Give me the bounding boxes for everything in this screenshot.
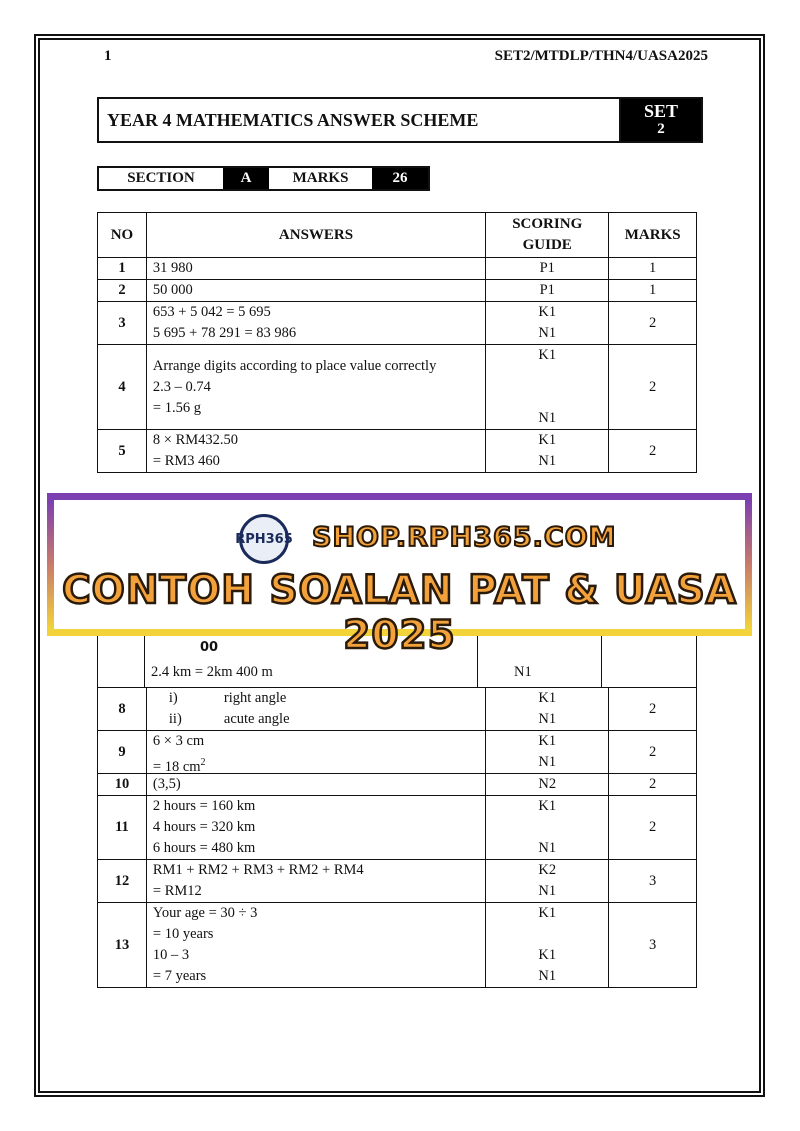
table-row: 11 2 hours = 160 km 4 hours = 320 km 6 hours = 480 km K1 N1 2 [98, 796, 697, 860]
partial-fragment: 00 [200, 640, 219, 655]
table-row: 12 RM1 + RM2 + RM3 + RM2 + RM4 = RM12 K2 N1 3 [98, 860, 697, 903]
document-code: SET2/MTDLP/THN4/UASA2025 [494, 48, 708, 64]
header-answers: ANSWERS [146, 213, 485, 258]
page-number: 1 [104, 48, 112, 64]
section-bar [97, 166, 430, 191]
marks-label: MARKS [292, 170, 349, 186]
page-title: YEAR 4 MATHEMATICS ANSWER SCHEME [99, 99, 621, 141]
shop-url-text: SHOP.RPH365.COM [312, 522, 617, 553]
table-row-partial [97, 636, 697, 688]
section-value: A [223, 168, 269, 189]
header-scoring-guide: SCORING GUIDE [486, 213, 609, 258]
header-no: NO [98, 213, 147, 258]
answer-table-continued [97, 687, 697, 988]
table-row: 10 (3,5) N2 2 [98, 774, 697, 796]
marks-value: 26 [372, 168, 428, 189]
table-row: 8 i) right angle ii) acute angle K1 N1 2 [98, 688, 697, 731]
table-row: 9 6 × 3 cm = 18 $cm^2$ K1 N1 2 [98, 731, 697, 774]
set-badge [621, 99, 701, 141]
rph365-logo: RPH365 [239, 514, 289, 564]
table-header-row [98, 213, 697, 258]
table-row: 13 Your age = 30 ÷ 3 = 10 years 10 – 3 = 7 years K1 K1 N1 3 [98, 903, 697, 988]
section-label: SECTION [127, 170, 195, 186]
table-row: 3 653 + 5 042 = 5 695 5 695 + 78 291 = 83 986 K1 N1 2 [98, 302, 697, 345]
answer-table [97, 212, 697, 473]
partial-answer: 2.4 km = 2km 400 m [151, 664, 273, 680]
title-box [97, 97, 703, 143]
set-label: SET [643, 101, 679, 121]
table-row: 5 8 × RM432.50 = RM3 460 K1 N1 2 [98, 430, 697, 473]
table-row: 2 50 000 P1 1 [98, 280, 697, 302]
table-row: 1 31 980 P1 1 [98, 258, 697, 280]
promo-headline: CONTOH SOALAN PAT & UASA 2025 [62, 568, 737, 658]
table-row: 4 Arrange digits according to place value correctly 2.3 – 0.74 = 1.56 g K1 N1 2 [98, 345, 697, 430]
header-marks: MARKS [609, 213, 697, 258]
partial-guide: N1 [514, 664, 532, 680]
set-value: 2 [657, 121, 665, 137]
